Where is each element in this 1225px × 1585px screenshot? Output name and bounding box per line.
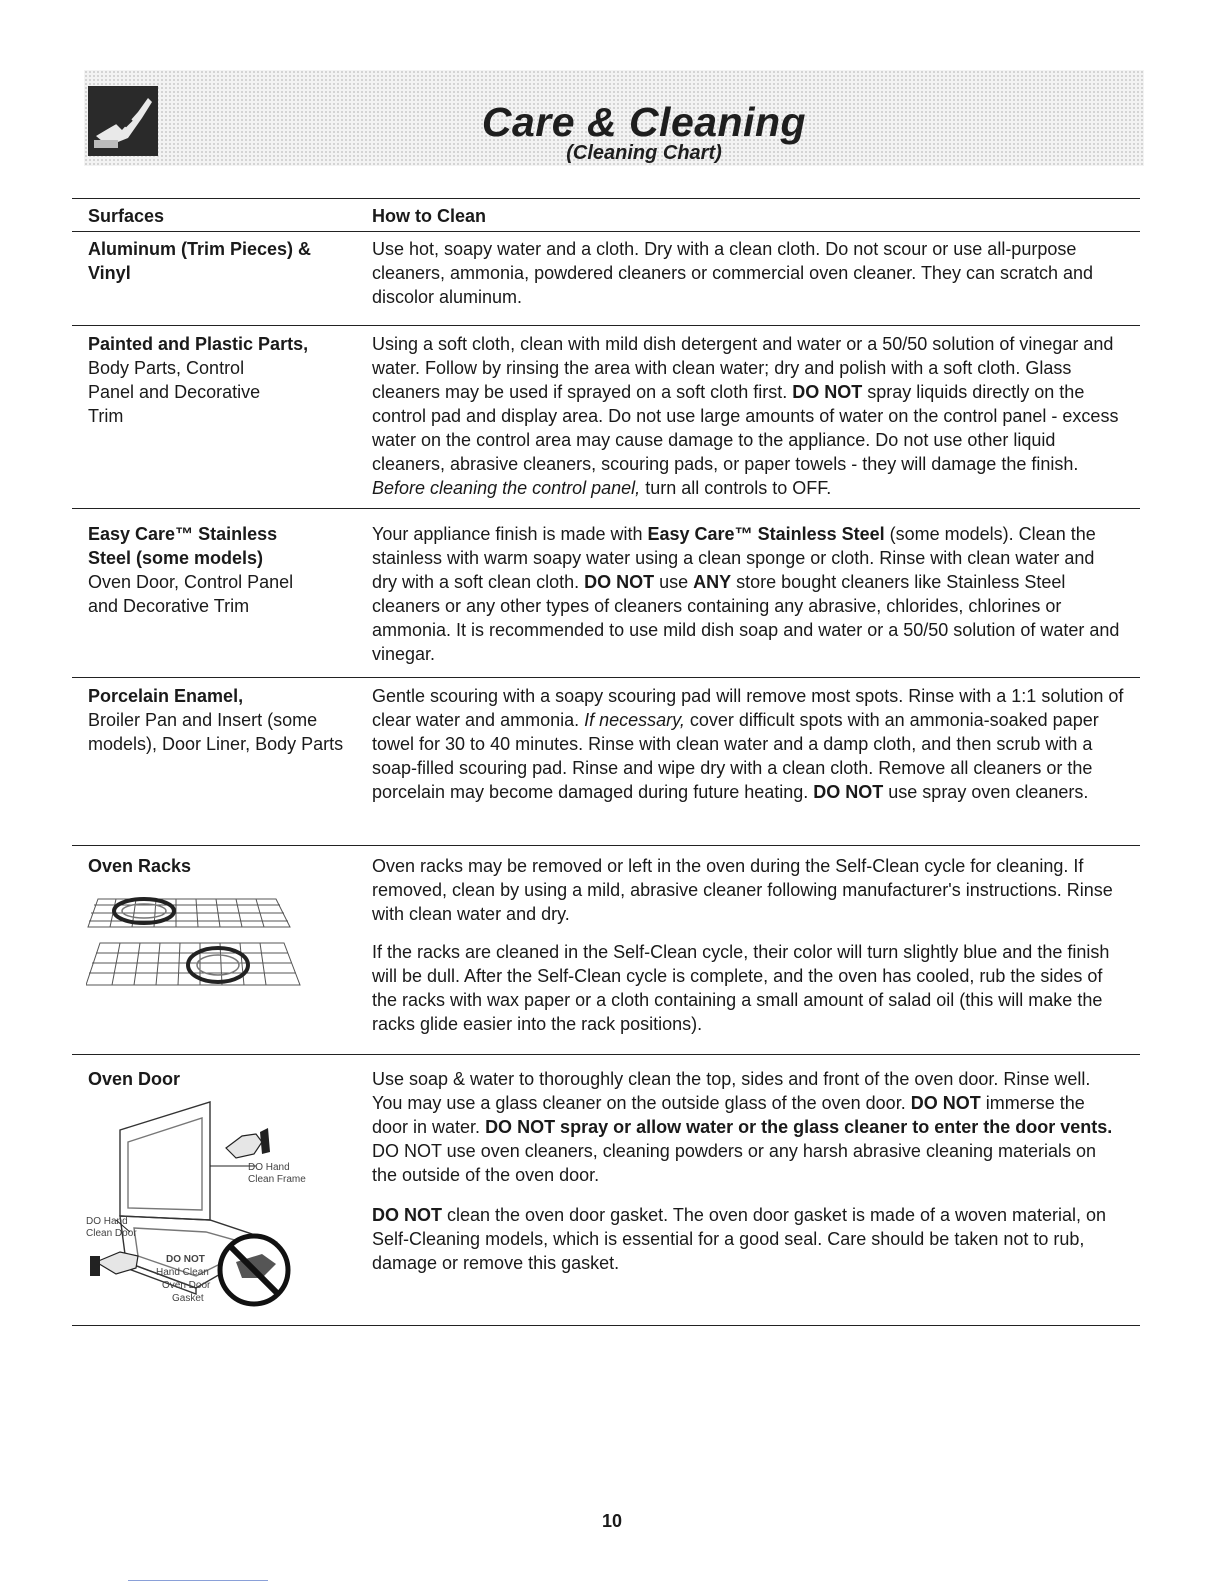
page-number: 10 xyxy=(601,1511,623,1531)
how-racks-para-2: If the racks are cleaned in the Self-Clean cycle, their color will turn slightly blue and the finish will be dull. After the Self-Clean cycle is complete, and the oven has cooled, rub the sides of the racks with wax paper or a cloth containing a small amount of salad oil (this will make the racks glide easier into the rack positions). xyxy=(372,942,1110,1034)
table-top-rule xyxy=(72,198,1140,199)
text-run: cover difficult spots with an ammonia-soaked paper towel for 30 to 40 minutes. Rinse with clean water and a damp cloth, and then scrub with a soap-filled scouring pad. Rinse and wipe dry with a clean cloth. Remove all cleaners or the porcelain may become damaged during future heating. xyxy=(372,710,1099,802)
surface-painted xyxy=(88,332,353,428)
cleaning-hand-icon xyxy=(88,86,158,156)
emphasis-run: DO NOT xyxy=(584,572,655,592)
surface-painted-detail: Body Parts, Control Panel and Decorative Trim xyxy=(88,358,261,426)
text-run: spray liquids directly on the control pad and display area. Do not use large amounts of water on the control panel - excess water on the control area may cause damage to the appliance. Do not use other liquid cleaners, abrasive cleaners, scouring pads, or paper towels - they will damage the finish. xyxy=(372,382,1119,474)
label-not-4: Gasket xyxy=(172,1293,204,1304)
text-run: clean the oven door gasket. The oven door gasket is made of a woven material, on Self-Cleaning models, which is essential for a good seal. Care should be taken not to rub, damage or remove this gasket. xyxy=(372,1205,1107,1273)
text-run: turn all controls to OFF. xyxy=(640,478,832,498)
how-door-para-1 xyxy=(372,1067,1124,1187)
surface-aluminum-title: Aluminum (Trim Pieces) & Vinyl xyxy=(88,239,312,283)
table-bottom-rule xyxy=(72,1325,1140,1326)
text-run: immerse the door in water. xyxy=(372,1093,1085,1137)
italic-run: Before cleaning the control panel, xyxy=(372,478,641,498)
text-run: use xyxy=(654,572,694,592)
surface-aluminum xyxy=(88,237,328,285)
row-divider xyxy=(72,677,1140,678)
column-header-how-to-clean: How to Clean xyxy=(372,206,487,226)
row-divider xyxy=(72,325,1140,326)
surface-door-title: Oven Door xyxy=(88,1069,181,1089)
emphasis-run: ANY xyxy=(693,572,732,592)
how-racks xyxy=(372,854,1124,1036)
how-aluminum xyxy=(372,237,1124,309)
how-porcelain xyxy=(372,684,1124,804)
label-hand-door-1: DO Hand xyxy=(86,1216,128,1227)
label-hand-frame-1: DO Hand xyxy=(248,1162,290,1173)
how-aluminum-text: Use hot, soapy water and a cloth. Dry with a clean cloth. Do not scour or use all-purpose cleaners, ammonia, powdered cleaners or commercial oven cleaner. They can scratch and discolor aluminum. xyxy=(372,239,1094,307)
header-rule xyxy=(72,231,1140,232)
emphasis-run: DO NOT xyxy=(372,1205,442,1225)
how-stainless xyxy=(372,522,1124,666)
surface-porcelain-detail: Broiler Pan and Insert (some models), Door Liner, Body Parts xyxy=(88,710,344,754)
text-run: Using a soft cloth, clean with mild dish detergent and water or a 50/50 solution of vinegar and water. Follow by rinsing the area with clean water; dry and polish with a soft cloth. Glass cleaners may be used if sprayed on a soft cloth first. xyxy=(372,334,1114,402)
emphasis-run: DO NOT xyxy=(910,1093,981,1113)
header-banner xyxy=(84,70,1144,166)
row-divider xyxy=(72,508,1140,509)
surface-door xyxy=(88,1067,353,1091)
footer-link-line xyxy=(128,1580,268,1581)
page-title: Care & Cleaning xyxy=(481,99,807,145)
surface-stainless-detail: Oven Door, Control Panel and Decorative Trim xyxy=(88,572,294,616)
label-hand-frame-2: Clean Frame xyxy=(248,1174,306,1185)
how-door-para-2 xyxy=(372,1203,1124,1275)
surface-porcelain xyxy=(88,684,353,756)
surface-stainless xyxy=(88,522,353,618)
text-run: use spray oven cleaners. xyxy=(883,782,1089,802)
text-run: Use soap & water to thoroughly clean the top, sides and front of the oven door. Rinse well. You may use a glass cleaner on the outside glass of the oven door. xyxy=(372,1069,1091,1113)
text-run: (some models). Clean the stainless with warm soapy water using a clean sponge or cloth. Rinse with clean water and dry with a soft clean cloth. xyxy=(372,524,1096,592)
column-header-surfaces: Surfaces xyxy=(88,206,165,226)
emphasis-run: DO NOT spray or allow water or the glass cleaner to enter the door vents. xyxy=(485,1117,1113,1137)
oven-racks-illustration xyxy=(86,885,308,993)
emphasis-run: DO NOT xyxy=(792,382,863,402)
text-run: DO NOT use oven cleaners, cleaning powders or any harsh abrasive cleaning materials on the outside of the oven door. xyxy=(372,1141,1097,1185)
page-subtitle: (Cleaning Chart) xyxy=(566,142,722,164)
how-door xyxy=(372,1067,1124,1275)
text-run: store bought cleaners like Stainless Steel cleaners or any other types of cleaners containing any abrasive, chlorides, chlorines or ammonia. It is recommended to use mild dish soap and water or a 50/50 solution of water and vinegar. xyxy=(372,572,1120,664)
emphasis-run: DO NOT xyxy=(813,782,884,802)
text-run: Gentle scouring with a soapy scouring pad will remove most spots. Rinse with a 1:1 solution of clear water and ammonia. xyxy=(372,686,1124,730)
label-not-1: DO NOT xyxy=(166,1254,205,1265)
how-painted xyxy=(372,332,1124,500)
text-run: Your appliance finish is made with xyxy=(372,524,648,544)
surface-stainless-title: Easy Care™ Stainless Steel (some models) xyxy=(88,524,278,568)
surface-racks-title: Oven Racks xyxy=(88,856,192,876)
row-divider xyxy=(72,845,1140,846)
label-not-3: Oven Door xyxy=(162,1280,211,1291)
label-not-2: Hand Clean xyxy=(156,1267,209,1278)
oven-door-illustration xyxy=(86,1092,336,1324)
row-divider xyxy=(72,1054,1140,1055)
emphasis-run: Easy Care™ Stainless Steel xyxy=(647,524,885,544)
italic-run: If necessary, xyxy=(584,710,685,730)
surface-painted-title: Painted and Plastic Parts, xyxy=(88,334,309,354)
how-racks-para-1: Oven racks may be removed or left in the oven during the Self-Clean cycle for cleaning. If removed, clean by using a mild, abrasive cleaner following manufacturer's instructions. Rinse with clean water and dry. xyxy=(372,856,1113,924)
label-hand-door-2: Clean Door xyxy=(86,1228,137,1239)
surface-porcelain-title: Porcelain Enamel, xyxy=(88,686,244,706)
surface-racks xyxy=(88,854,353,878)
